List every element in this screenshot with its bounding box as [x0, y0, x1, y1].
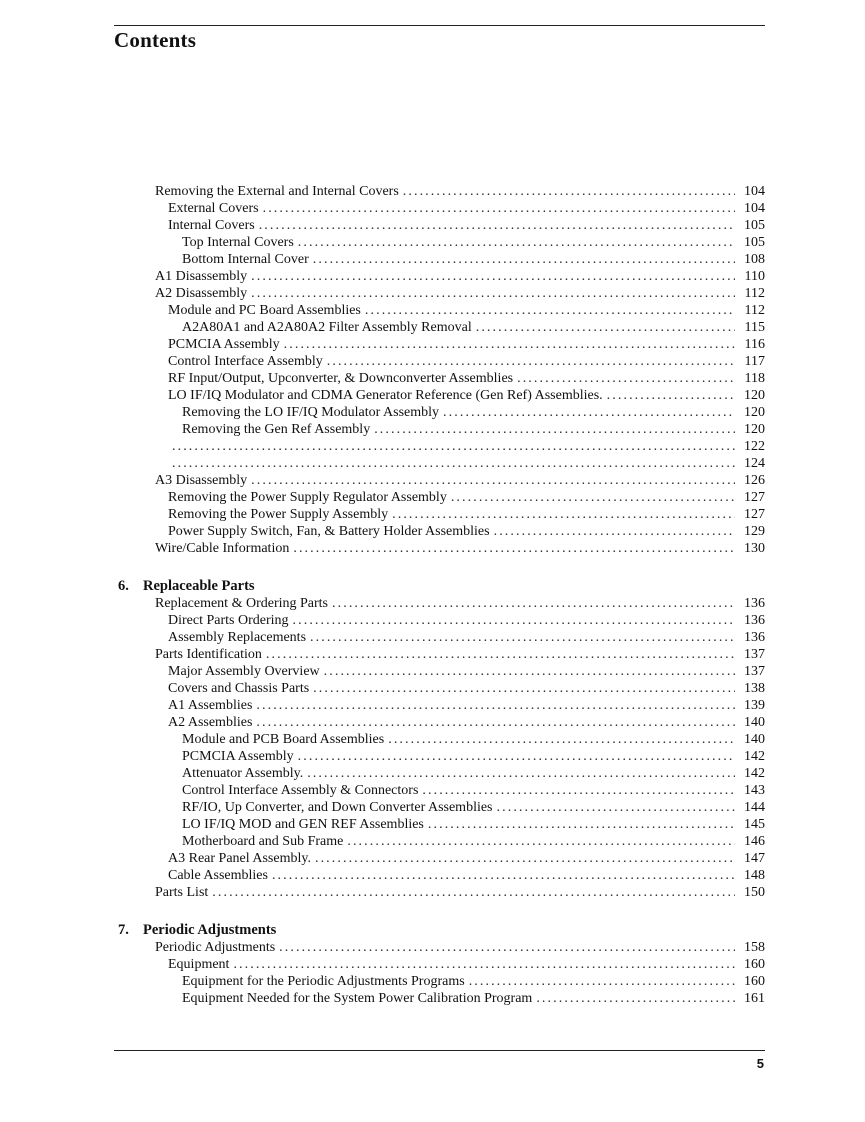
toc-entry-page: 120	[744, 405, 765, 420]
top-rule	[114, 25, 765, 26]
dot-leader	[251, 268, 735, 285]
toc-entry-page: 104	[744, 184, 765, 199]
toc-entry-page: 127	[744, 490, 765, 505]
toc-entry-page: 148	[744, 868, 765, 883]
chapter-title: Periodic Adjustments	[143, 922, 277, 938]
dot-leader	[324, 663, 735, 680]
toc-entry-page: 127	[744, 507, 765, 522]
toc-entry-blank[interactable]	[168, 438, 765, 455]
dot-leader	[313, 251, 735, 268]
toc-entry-label: A2 Assemblies	[168, 715, 253, 730]
toc-entry-page: 150	[744, 885, 765, 900]
chapter-number: 7.	[118, 922, 129, 938]
toc-entry[interactable]	[155, 472, 765, 489]
toc-entry[interactable]	[168, 387, 765, 404]
dot-leader	[443, 404, 735, 421]
toc-entry-label: Removing the Gen Ref Assembly	[182, 422, 371, 437]
toc-entry[interactable]	[182, 731, 765, 748]
dot-leader	[256, 697, 735, 714]
toc-entry-label: Major Assembly Overview	[168, 664, 320, 679]
dot-leader	[293, 612, 735, 629]
dot-leader	[451, 489, 735, 506]
toc-entry-label: Wire/Cable Information	[155, 541, 290, 556]
toc-entry-page: 124	[744, 456, 765, 471]
toc-entry-page: 139	[744, 698, 765, 713]
toc-entry[interactable]	[182, 234, 765, 251]
dot-leader	[266, 646, 735, 663]
toc-entry-label: A1 Assemblies	[168, 698, 253, 713]
dot-leader	[469, 973, 735, 990]
toc-entry-label: Replacement & Ordering Parts	[155, 596, 329, 611]
toc-entry[interactable]	[168, 489, 765, 506]
dot-leader	[494, 523, 735, 540]
toc-entry[interactable]	[168, 302, 765, 319]
dot-leader	[233, 956, 735, 973]
toc-entry-label: Control Interface Assembly	[168, 354, 323, 369]
toc-entry[interactable]	[182, 748, 765, 765]
page-number: 5	[756, 1056, 764, 1071]
toc-entry-page: 105	[744, 235, 765, 250]
toc-entry-page: 145	[744, 817, 765, 832]
dot-leader	[428, 816, 735, 833]
toc-entry[interactable]	[168, 956, 765, 973]
dot-leader	[327, 353, 735, 370]
toc-entry-page: 142	[744, 749, 765, 764]
toc-entry-label: A2A80A1 and A2A80A2 Filter Assembly Removal	[182, 320, 472, 335]
toc-entry-label: Cable Assemblies	[168, 868, 268, 883]
toc-entry-label: RF Input/Output, Upconverter, & Downconverter Assemblies	[168, 371, 514, 386]
toc-entry-label: LO IF/IQ MOD and GEN REF Assemblies	[182, 817, 424, 832]
toc-entry[interactable]	[168, 506, 765, 523]
toc-entry-page: 117	[744, 354, 765, 369]
dot-leader	[212, 884, 735, 901]
toc-entry[interactable]	[182, 799, 765, 816]
toc-entry[interactable]	[182, 765, 765, 782]
toc-entry[interactable]	[168, 370, 765, 387]
dot-leader	[307, 765, 735, 782]
toc-entry-page: 129	[744, 524, 765, 539]
toc-entry-label: Removing the Power Supply Regulator Assembly	[168, 490, 447, 505]
toc-entry-page: 110	[744, 269, 765, 284]
toc-entry-label: Module and PCB Board Assemblies	[182, 732, 385, 747]
chapter-title: Replaceable Parts	[143, 578, 255, 594]
toc-entry-label: PCMCIA Assembly	[168, 337, 280, 352]
toc-entry[interactable]	[182, 990, 765, 1007]
toc-entry-page: 140	[744, 732, 765, 747]
toc-entry[interactable]	[155, 268, 765, 285]
toc-entry-page: 140	[744, 715, 765, 730]
toc-entry-page: 136	[744, 613, 765, 628]
toc-entry[interactable]	[182, 833, 765, 850]
toc-entry-page: 142	[744, 766, 765, 781]
dot-leader	[298, 234, 735, 251]
dot-leader	[251, 285, 735, 302]
toc-entry-label: Equipment for the Periodic Adjustments Programs	[182, 974, 465, 989]
toc-entry[interactable]	[182, 319, 765, 336]
toc-entry-page: 147	[744, 851, 765, 866]
toc-entry-page: 112	[744, 286, 765, 301]
dot-leader	[476, 319, 735, 336]
toc-entry[interactable]	[168, 353, 765, 370]
dot-leader	[536, 990, 735, 1007]
toc-entry-label: Control Interface Assembly & Connectors	[182, 783, 419, 798]
toc-entry[interactable]	[168, 217, 765, 234]
toc-entry-label: Parts List	[155, 885, 209, 900]
dot-leader	[332, 595, 735, 612]
chapter-heading[interactable]	[118, 922, 276, 939]
toc-entry-label: Covers and Chassis Parts	[168, 681, 310, 696]
toc-entry[interactable]	[168, 200, 765, 217]
toc-entry[interactable]	[182, 421, 765, 438]
dot-leader	[263, 200, 735, 217]
toc-entry[interactable]	[182, 251, 765, 268]
dot-leader	[422, 782, 735, 799]
toc-entry[interactable]	[182, 782, 765, 799]
toc-entry-label: A3 Rear Panel Assembly.	[168, 851, 311, 866]
dot-leader	[313, 680, 735, 697]
dot-leader	[284, 336, 735, 353]
toc-entry-page: 143	[744, 783, 765, 798]
toc-entry-label: PCMCIA Assembly	[182, 749, 294, 764]
toc-entry-label: Bottom Internal Cover	[182, 252, 309, 267]
toc-entry-label: Power Supply Switch, Fan, & Battery Holder Assemblies	[168, 524, 490, 539]
toc-entry-page: 137	[744, 647, 765, 662]
toc-entry[interactable]	[168, 523, 765, 540]
toc-entry-label: Equipment	[168, 957, 230, 972]
toc-entry-page: 161	[744, 991, 765, 1006]
toc-entry-page: 146	[744, 834, 765, 849]
toc-entry-label: A2 Disassembly	[155, 286, 248, 301]
toc-entry[interactable]	[155, 646, 765, 663]
toc-entry-page: 160	[744, 974, 765, 989]
toc-entry-page: 115	[744, 320, 765, 335]
toc-entry[interactable]	[155, 285, 765, 302]
toc-entry[interactable]	[168, 850, 765, 867]
dot-leader	[315, 850, 735, 867]
chapter-heading[interactable]	[118, 578, 255, 595]
toc-entry[interactable]	[168, 867, 765, 884]
toc-entry-label: Removing the External and Internal Covers	[155, 184, 399, 199]
bottom-rule	[114, 1050, 765, 1051]
toc-entry-label: A3 Disassembly	[155, 473, 248, 488]
dot-leader	[347, 833, 735, 850]
toc-entry-page: 105	[744, 218, 765, 233]
dot-leader	[517, 370, 735, 387]
toc-entry-label: Removing the Power Supply Assembly	[168, 507, 389, 522]
toc-entry[interactable]	[182, 816, 765, 833]
toc-entry-page: 160	[744, 957, 765, 972]
toc-entry-label: A1 Disassembly	[155, 269, 248, 284]
toc-entry-label: Equipment Needed for the System Power Calibration Program	[182, 991, 533, 1006]
toc-entry-page: 120	[744, 422, 765, 437]
toc-entry-page: 136	[744, 596, 765, 611]
toc-entry[interactable]	[168, 697, 765, 714]
toc-entry[interactable]	[155, 884, 765, 901]
dot-leader	[607, 387, 735, 404]
dot-leader	[251, 472, 735, 489]
toc-entry[interactable]	[168, 336, 765, 353]
dot-leader	[298, 748, 735, 765]
toc-entry-label: Module and PC Board Assemblies	[168, 303, 361, 318]
toc-entry-label: Periodic Adjustments	[155, 940, 276, 955]
toc-entry[interactable]	[182, 404, 765, 421]
toc-entry-page: 108	[744, 252, 765, 267]
toc-entry-page: 116	[744, 337, 765, 352]
toc-entry-page: 112	[744, 303, 765, 318]
toc-entry[interactable]	[168, 663, 765, 680]
toc-entry-page: 126	[744, 473, 765, 488]
toc-entry-blank[interactable]	[168, 455, 765, 472]
toc-entry-label: RF/IO, Up Converter, and Down Converter Assemblies	[182, 800, 493, 815]
toc-entry[interactable]	[168, 629, 765, 646]
toc-entry-page: 122	[744, 439, 765, 454]
dot-leader	[310, 629, 735, 646]
toc-entry-page: 130	[744, 541, 765, 556]
dot-leader	[388, 731, 735, 748]
toc-entry-label: Motherboard and Sub Frame	[182, 834, 344, 849]
toc-entry-label: LO IF/IQ Modulator and CDMA Generator Reference (Gen Ref) Assemblies.	[168, 388, 603, 403]
toc-entry[interactable]	[168, 680, 765, 697]
toc-entry-page: 138	[744, 681, 765, 696]
toc-entry-page: 118	[744, 371, 765, 386]
toc-entry-page: 136	[744, 630, 765, 645]
chapter-number: 6.	[118, 578, 129, 594]
toc-entry-label: Attenuator Assembly.	[182, 766, 304, 781]
toc-entry-page: 104	[744, 201, 765, 216]
toc-entry-label: Top Internal Covers	[182, 235, 294, 250]
toc-entry[interactable]	[155, 183, 765, 200]
toc-entry-label: Parts Identification	[155, 647, 262, 662]
dot-leader	[374, 421, 735, 438]
dot-leader	[365, 302, 735, 319]
dot-leader	[272, 867, 735, 884]
dot-leader	[392, 506, 735, 523]
toc-entry-page: 120	[744, 388, 765, 403]
toc-entry[interactable]	[155, 939, 765, 956]
dot-leader	[293, 540, 735, 557]
toc-entry[interactable]	[182, 973, 765, 990]
dot-leader	[279, 939, 735, 956]
dot-leader	[497, 799, 735, 816]
dot-leader	[256, 714, 735, 731]
toc-entry-page: 158	[744, 940, 765, 955]
dot-leader	[172, 438, 735, 455]
dot-leader	[172, 455, 735, 472]
toc-entry[interactable]	[168, 612, 765, 629]
toc-entry-label: Internal Covers	[168, 218, 255, 233]
toc-entry-page: 144	[744, 800, 765, 815]
toc-entry-label: Removing the LO IF/IQ Modulator Assembly	[182, 405, 440, 420]
page-title: Contents	[114, 28, 197, 52]
toc-entry[interactable]	[155, 540, 765, 557]
toc-entry-label: Direct Parts Ordering	[168, 613, 289, 628]
dot-leader	[403, 183, 735, 200]
toc-entry[interactable]	[155, 595, 765, 612]
toc-entry-label: External Covers	[168, 201, 259, 216]
toc-entry-page: 137	[744, 664, 765, 679]
toc-entry[interactable]	[168, 714, 765, 731]
dot-leader	[259, 217, 735, 234]
toc-entry-label: Assembly Replacements	[168, 630, 307, 645]
